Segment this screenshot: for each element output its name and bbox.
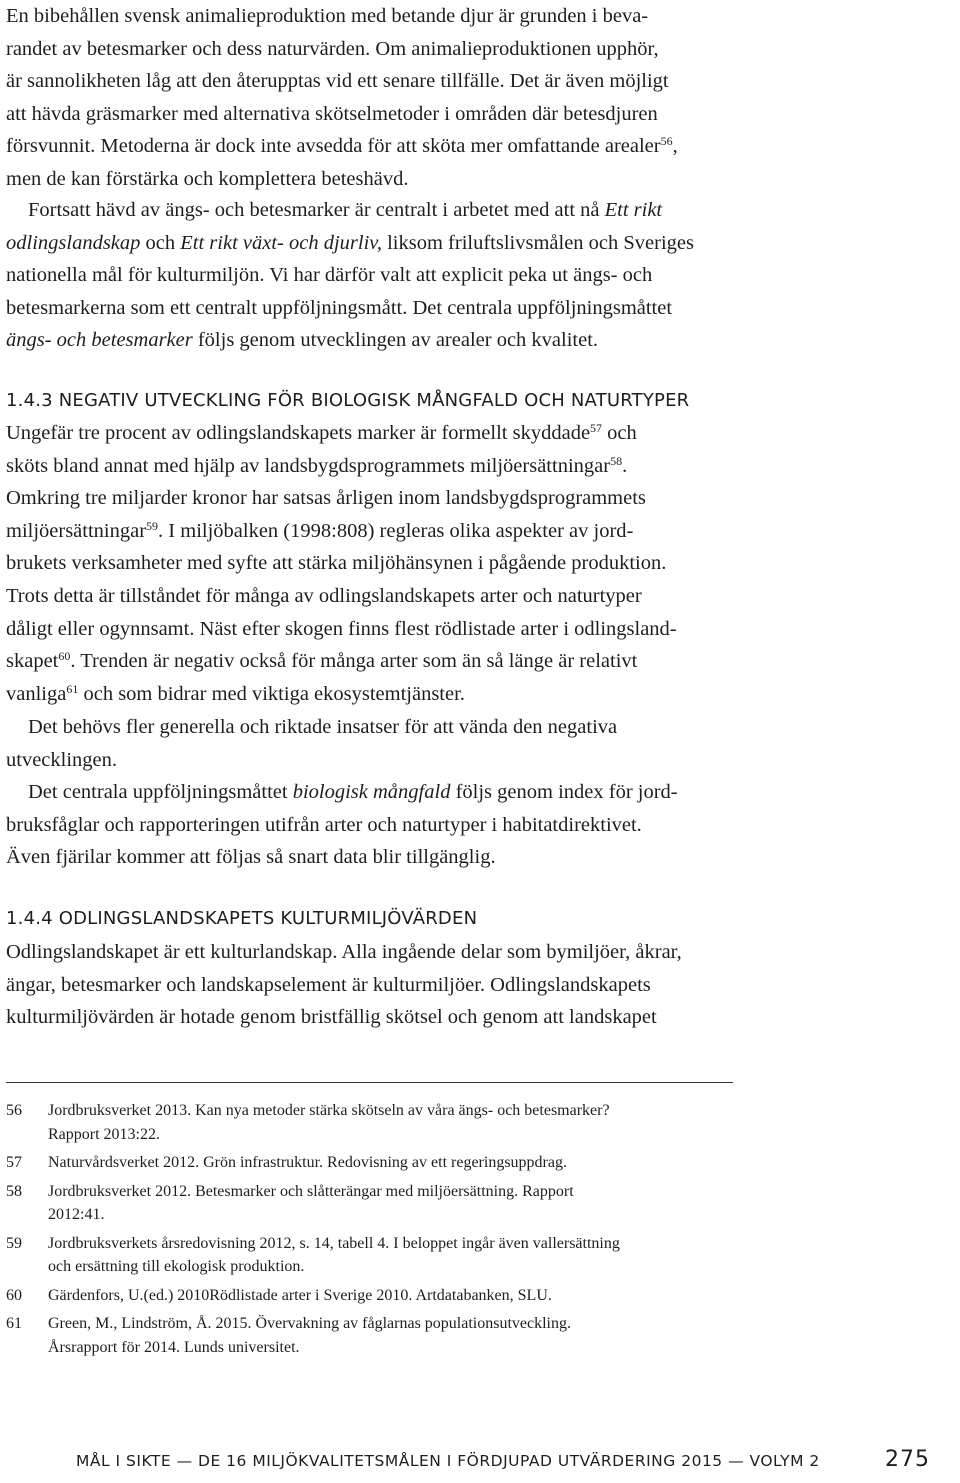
footnote-number: 56 (6, 1102, 22, 1119)
text-line: bruksfåglar och rapporteringen utifrån arter och naturtyper i habitatdirektivet. (6, 813, 642, 836)
text-line: Även fjärilar kommer att följas så snart data blir tillgänglig. (6, 846, 496, 869)
footnote-number: 59 (6, 1234, 22, 1252)
text-line: utvecklingen. (6, 748, 118, 771)
section-heading-1-4-3: 1.4.3 NEGATIV UTVECKLING FÖR BIOLOGISK MÅNGFALD OCH NATURTYPER (6, 390, 690, 411)
footnote-number: 57 (6, 1154, 22, 1171)
paragraph-meadow-pasture-monitoring (6, 194, 816, 357)
text-line: Omkring tre miljarder kronor har satsas årligen inom landsbygdsprogrammets (6, 487, 646, 510)
text-line: skapet$^{60}$. Trenden är negativ också för många arter som än så länge är relativt (6, 649, 638, 673)
text-line: men de kan förstärka och komplettera beteshävd. (6, 167, 409, 190)
footnote-line: Årsrapport för 2014. Lunds universitet. (48, 1338, 300, 1356)
text-line: Odlingslandskapet är ett kulturlandskap. Alla ingående delar som bymiljöer, åkrar, (6, 941, 682, 963)
text-line: ängs- och betesmarker följs genom utvecklingen av arealer och kvalitet. (6, 329, 599, 352)
text-line: är sannolikheten låg att den återupptas vid ett senare tillfälle. Det är även möjligt (6, 70, 669, 93)
footnote-number: 58 (6, 1182, 22, 1200)
text-line: Ungefär tre procent av odlingslandskapets marker är formellt skyddade$^{57}$ och (6, 421, 637, 444)
footnote-line: Gärdenfors, U.(ed.) 2010Rödlistade arter i Sverige 2010. Artdatabanken, SLU. (48, 1286, 552, 1304)
text-line: sköts bland annat med hjälp av landsbygdsprogrammets miljöersättningar$^{58}$. (6, 453, 628, 477)
text-line: kulturmiljövärden är hotade genom bristfällig skötsel och genom att landskapet (6, 1006, 657, 1029)
footnote (6, 1312, 806, 1359)
footnote-line: 2012:41. (48, 1206, 105, 1223)
text-line: vanliga$^{61}$ och som bidrar med viktiga ekosystemtjänster. (6, 681, 465, 705)
text-line: Trots detta är tillståndet för många av odlingslandskapets arter och naturtyper (6, 584, 642, 607)
footnote (6, 1284, 806, 1308)
paragraph-more-measures (6, 711, 816, 776)
footnote (6, 1232, 806, 1279)
text-line: Det behövs fler generella och riktade insatser för att vända den negativa (28, 716, 618, 738)
footnote-separator (6, 1082, 733, 1083)
text-line: ängar, betesmarker och landskapselement är kulturmiljöer. Odlingslandskapets (6, 973, 651, 996)
text-line: nationella mål för kulturmiljön. Vi har därför valt att explicit peka ut ängs- och (6, 264, 653, 287)
text-line: försvunnit. Metoderna är dock inte avsedda för att sköta mer omfattande arealer$^{56}$, (6, 134, 678, 158)
paragraph-biodiversity-status (6, 417, 816, 710)
paragraph-cultural-landscape (6, 936, 816, 1034)
text-line: randet av betesmarker och dess naturvärden. Om animalieproduktionen upphör, (6, 37, 659, 60)
text-line: Fortsatt hävd av ängs- och betesmarker är centralt i arbetet med att nå Ett rikt (28, 199, 663, 221)
text-line: odlingslandskap och Ett rikt växt- och djurliv, liksom friluftslivsmålen och Sveriges (6, 231, 694, 254)
footnote-line: Jordbruksverkets årsredovisning 2012, s. 14, tabell 4. I beloppet ingår även vallersättning (48, 1234, 620, 1252)
footnote-number: 60 (6, 1286, 22, 1304)
footnote-text (48, 1232, 806, 1279)
page-footer (0, 1447, 960, 1483)
text-line: betesmarkerna som ett centralt uppföljningsmått. Det centrala uppföljningsmåttet (6, 296, 673, 319)
text-line: att hävda gräsmarker med alternativa skötselmetoder i områden där betesdjuren (6, 102, 658, 125)
footnote-line: Rapport 2013:22. (48, 1125, 160, 1143)
footnote-number: 61 (6, 1315, 22, 1332)
page-number: 275 (885, 1447, 930, 1472)
footnote-line: Green, M., Lindström, Å. 2015. Övervakning av fåglarnas populationsutveckling. (48, 1315, 571, 1332)
footnote-text (48, 1180, 806, 1227)
text-line: dåligt eller ogynnsamt. Näst efter skogen finns flest rödlistade arter i odlingsland- (6, 617, 677, 640)
footnote-line: och ersättning till ekologisk produktion. (48, 1258, 305, 1275)
text-line: Det centrala uppföljningsmåttet biologisk mångfald följs genom index för jord- (28, 781, 678, 803)
footnote-text (48, 1151, 806, 1175)
text-line: brukets verksamheter med syfte att stärka miljöhänsynen i pågående produktion. (6, 552, 667, 575)
footnote-line: Jordbruksverket 2012. Betesmarker och slåtterängar med miljöersättning. Rapport (48, 1182, 574, 1200)
paragraph-animal-production (6, 0, 816, 196)
footnote-text (48, 1284, 806, 1308)
footnote-text (48, 1099, 806, 1146)
running-head: MÅL I SIKTE — DE 16 MILJÖKVALITETSMÅLEN I FÖRDJUPAD UTVÄRDERING 2015 — VOLYM 2 (76, 1452, 820, 1470)
footnote (6, 1180, 806, 1227)
text-line: miljöersättningar$^{59}$. I miljöbalken (1998:808) regleras olika aspekter av jord- (6, 518, 634, 542)
footnote (6, 1099, 806, 1146)
footnote-line: Naturvårdsverket 2012. Grön infrastruktur. Redovisning av ett regeringsuppdrag. (48, 1154, 567, 1171)
footnote (6, 1151, 806, 1175)
section-heading-1-4-4: 1.4.4 ODLINGSLANDSKAPETS KULTURMILJÖVÄRDEN (6, 908, 478, 929)
footnote-text (48, 1312, 806, 1359)
footnote-line: Jordbruksverket 2013. Kan nya metoder stärka skötseln av våra ängs- och betesmarker? (48, 1102, 610, 1119)
footnotes (6, 1099, 806, 1364)
text-line: En bibehållen svensk animalieproduktion med betande djur är grunden i beva- (6, 5, 649, 27)
paragraph-biodiversity-index (6, 776, 816, 874)
